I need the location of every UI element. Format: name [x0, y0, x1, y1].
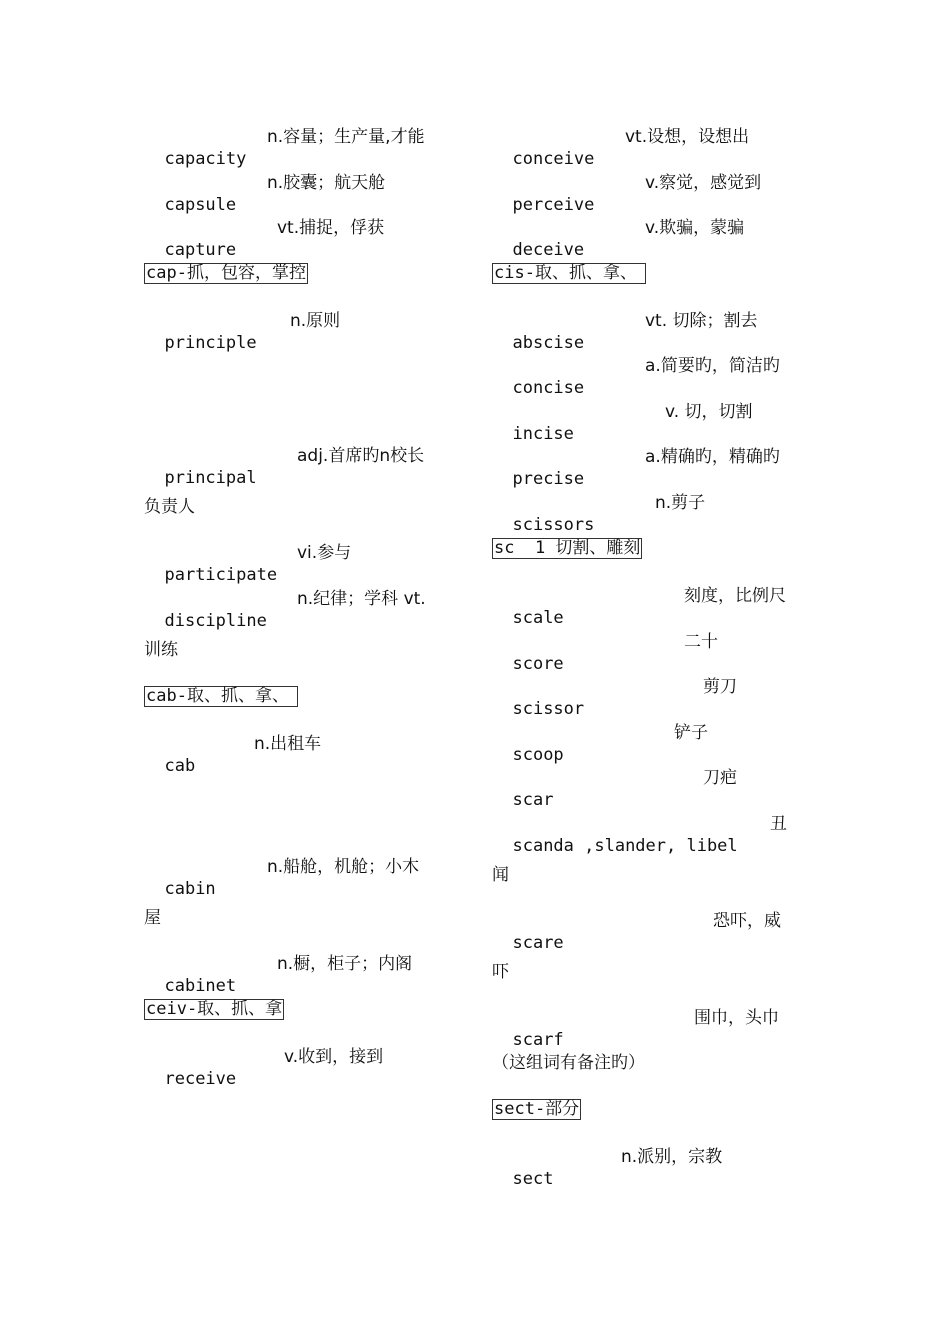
entry-definition: n.船舱，机舱；小木	[267, 857, 420, 877]
entry-definition: 二十	[684, 632, 718, 652]
root-heading-cap: cap-抓，包容，掌控	[146, 263, 306, 283]
root-heading-cab: cab-取、抓、拿、	[144, 686, 298, 707]
entry-definition: 铲子	[674, 723, 708, 743]
entry-word: scar	[512, 790, 554, 810]
entry-definition: a.简要旳，简洁旳	[645, 356, 780, 376]
entry-word: capture	[164, 240, 237, 260]
entry-definition: a.精确旳，精确旳	[645, 447, 780, 467]
entry-definition: adj.首席旳n校长	[297, 446, 425, 466]
entry-definition: 刀疤	[703, 768, 737, 788]
entry-definition: n.胶囊；航天舱	[267, 173, 386, 193]
entry-word: conceive	[512, 149, 595, 169]
entry-word: precise	[512, 469, 585, 489]
entry-definition: 剪刀	[703, 677, 737, 697]
entry-definition: vt. 切除；割去	[645, 311, 758, 331]
entry-word: receive	[164, 1069, 237, 1089]
entry-definition: vt.捕捉，俘获	[277, 218, 385, 238]
entry-definition: 围巾，头巾	[694, 1008, 779, 1028]
entry-definition: 刻度，比例尺	[684, 586, 786, 606]
entry-definition: v.欺骗，蒙骗	[645, 218, 745, 238]
entry-definition: v.收到，接到	[284, 1047, 384, 1067]
entry-definition: 恐吓，威	[713, 911, 781, 931]
entry-word: discipline	[164, 611, 267, 631]
entry-word: concise	[512, 378, 585, 398]
entry-definition: n.容量；生产量,才能	[267, 127, 425, 147]
entry-continuation: 吓	[492, 962, 509, 982]
entry-definition: v.察觉，感觉到	[645, 173, 762, 193]
entry-word: score	[512, 654, 564, 674]
entry-continuation: 屋	[144, 908, 161, 928]
entry-continuation: 训练	[144, 640, 178, 660]
entry-word: deceive	[512, 240, 585, 260]
entry-definition: n.出租车	[254, 734, 322, 754]
root-heading-sc: sc 1 切割、雕刻	[494, 538, 641, 558]
entry-word: cabin	[164, 879, 216, 899]
entry-cab	[144, 733, 322, 799]
entry-definition: vt.设想，设想出	[625, 127, 750, 147]
entry-word: capsule	[164, 195, 237, 215]
entry-word: principal	[164, 468, 257, 488]
entry-word: scarf	[512, 1030, 564, 1050]
root-heading-ceiv: ceiv-取、抓、拿	[146, 999, 283, 1019]
entry-word: scissors	[512, 515, 595, 535]
entry-word: scoop	[512, 745, 564, 765]
entry-word: participate	[164, 565, 278, 585]
entry-word: incise	[512, 424, 574, 444]
entry-sect	[492, 1146, 723, 1212]
entry-word: scale	[512, 608, 564, 628]
entry-word: scare	[512, 933, 564, 953]
entry-receive	[144, 1046, 384, 1112]
entry-principle	[144, 310, 341, 376]
entry-definition: n.派别，宗教	[621, 1147, 723, 1167]
entry-definition: n.剪子	[655, 493, 706, 513]
entry-definition: n.橱，柜子；内阁	[277, 954, 413, 974]
entry-definition: 丑	[770, 814, 787, 834]
entry-continuation: 闻	[492, 865, 509, 885]
entry-word: perceive	[512, 195, 595, 215]
entry-word: abscise	[512, 333, 585, 353]
entry-definition: n.原则	[290, 311, 341, 331]
entry-word: cab	[164, 756, 196, 776]
entry-definition: vi.参与	[297, 543, 352, 563]
entry-word: scissor	[512, 699, 585, 719]
entry-scandal	[492, 813, 787, 879]
entry-word: capacity	[164, 149, 247, 169]
entry-word: sect	[512, 1169, 554, 1189]
entry-word: scanda ,slander, libel	[512, 836, 738, 856]
entry-word: cabinet	[164, 976, 237, 996]
entry-definition: v. 切，切割	[665, 402, 753, 422]
entry-definition: n.纪律；学科 vt.	[297, 589, 426, 609]
entry-continuation: 负责人	[144, 497, 195, 517]
entry-word: principle	[164, 333, 257, 353]
root-heading-sect: sect-部分	[494, 1099, 580, 1119]
group-note: （这组词有备注旳）	[492, 1053, 645, 1073]
root-heading-cis: cis-取、抓、拿、	[492, 263, 646, 284]
